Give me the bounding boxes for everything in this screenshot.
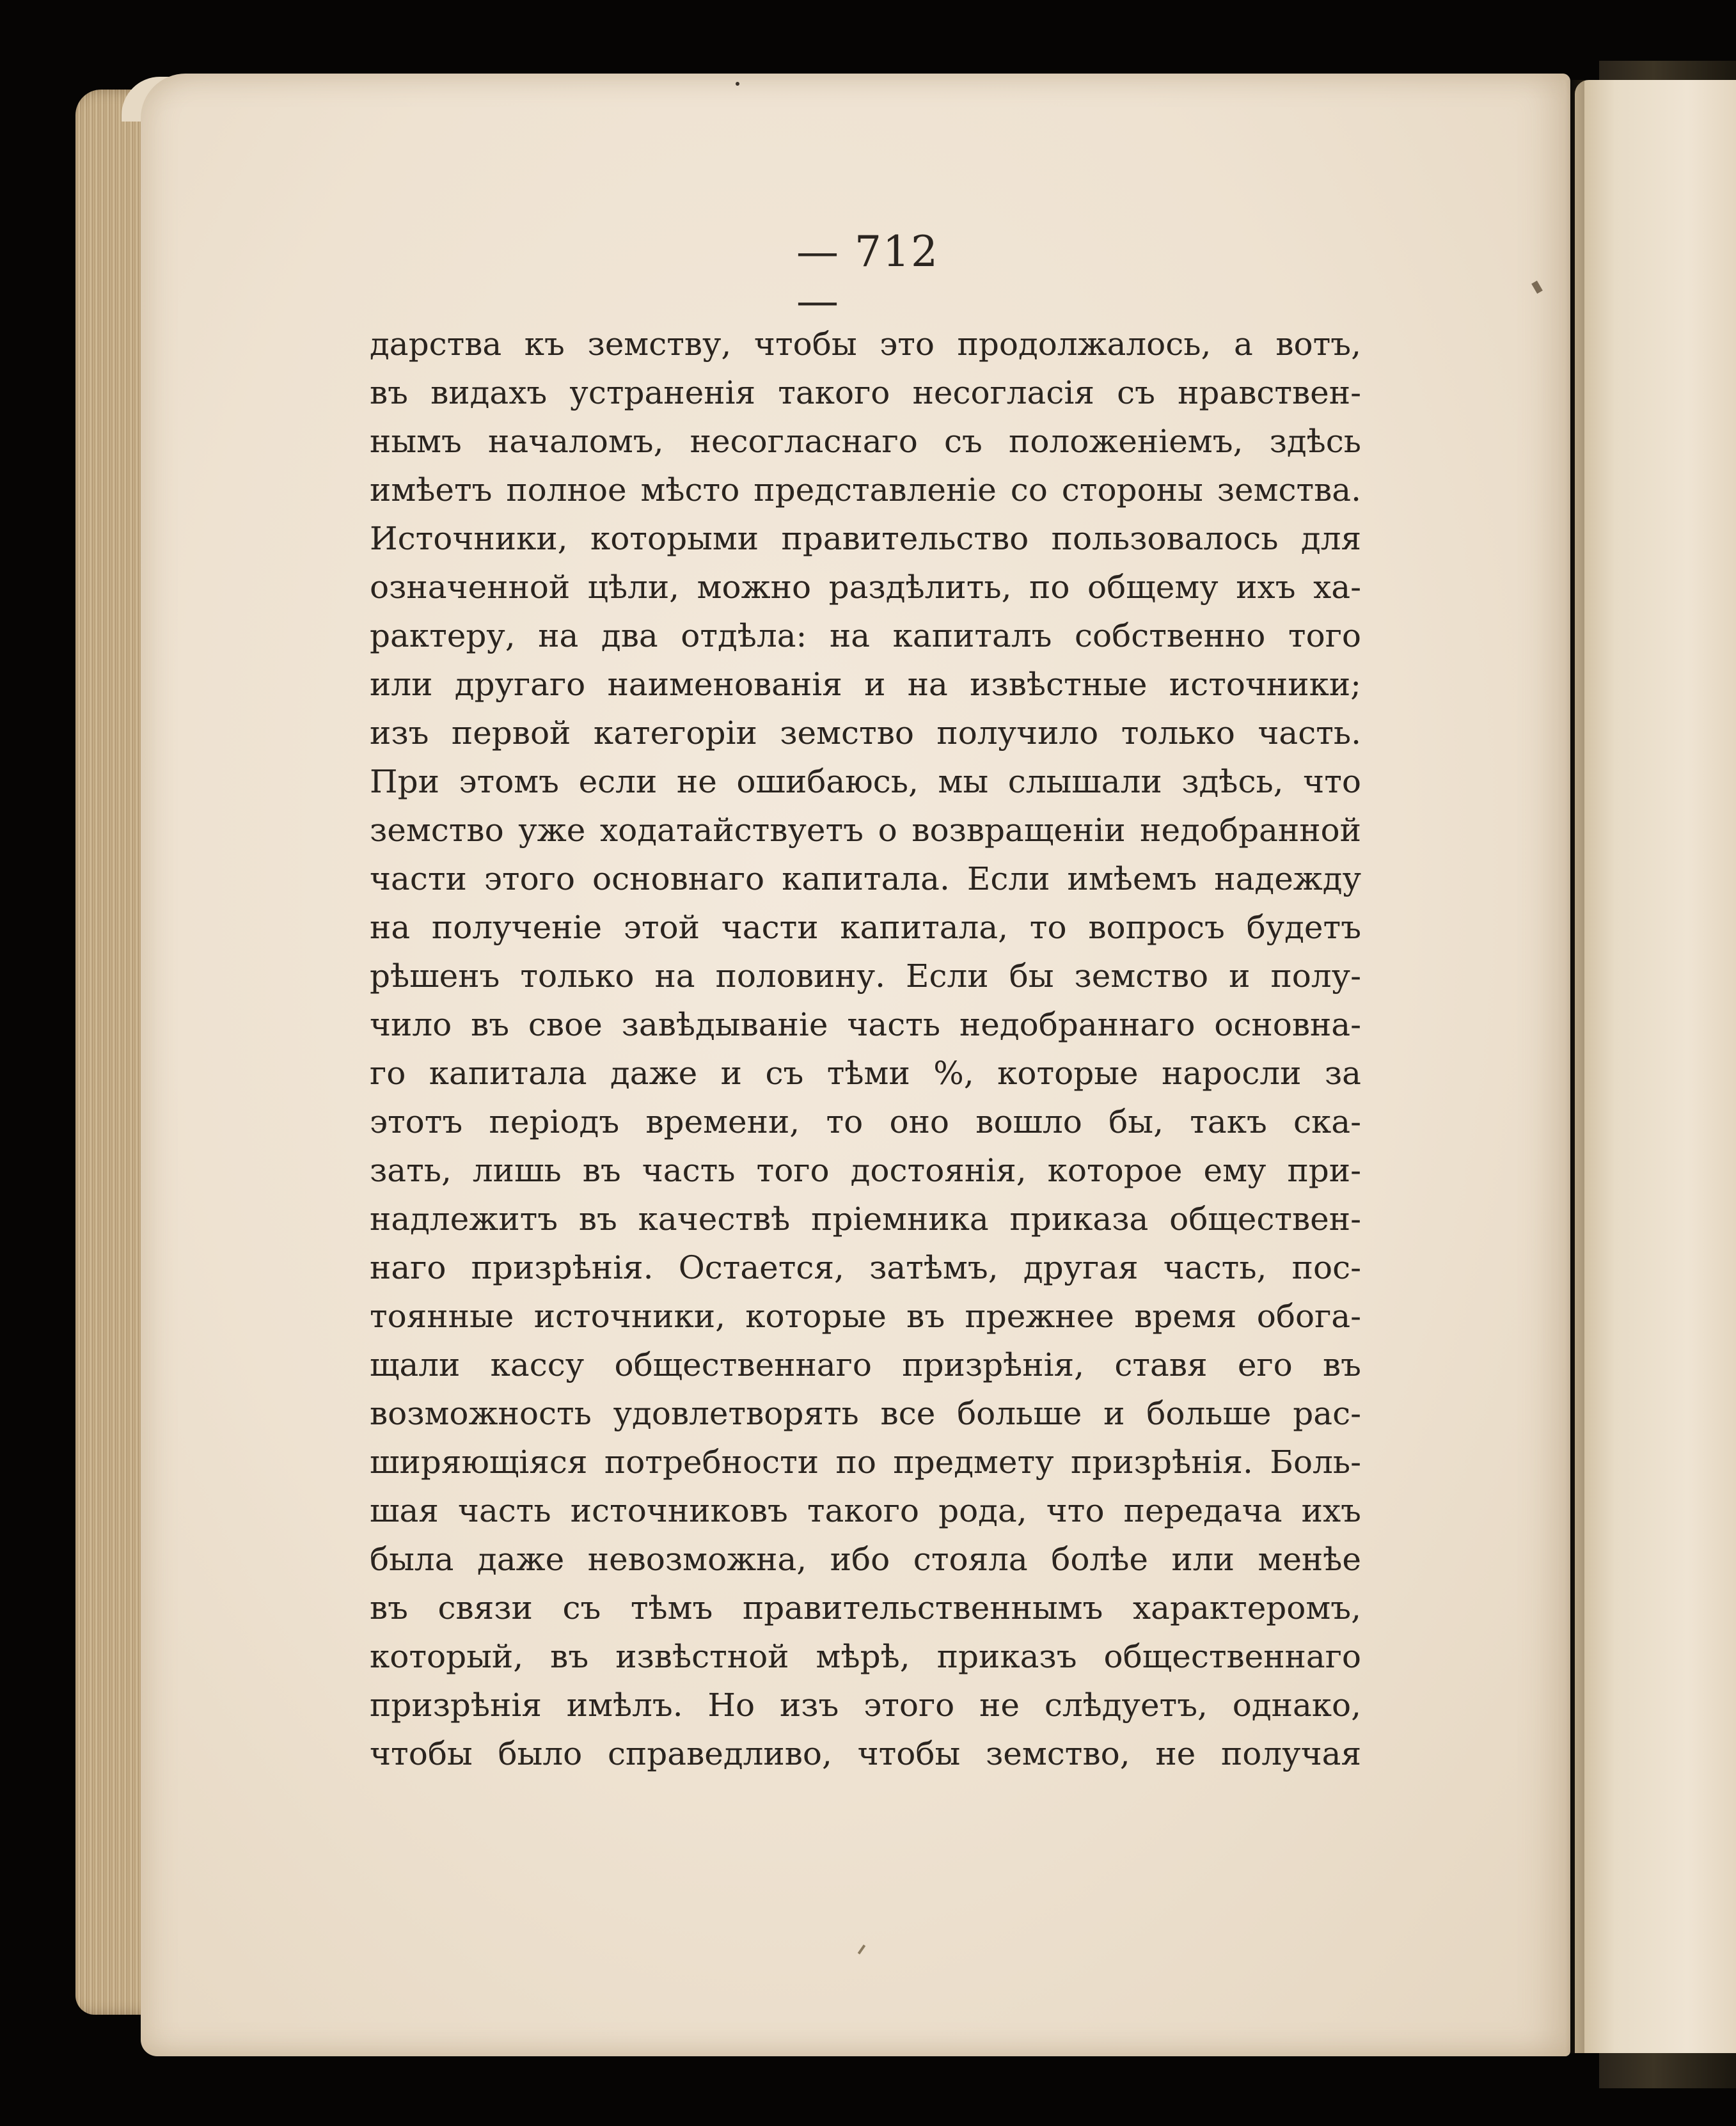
text-line: имѣетъ полное мѣсто представленіе со стороны земства. <box>370 471 1361 508</box>
text-line: дарства къ земству, чтобы это продолжалось, а вотъ, <box>370 326 1361 363</box>
page-number: — 712 — <box>796 227 939 326</box>
text-line: ширяющіяся потребности по предмету призрѣнія. Боль- <box>370 1444 1361 1481</box>
text-line: рактеру, на два отдѣла: на капиталъ собственно того <box>370 617 1361 654</box>
text-line: означенной цѣли, можно раздѣлить, по общему ихъ ха- <box>370 569 1361 606</box>
text-line: Источники, которыми правительство пользовалось для <box>370 520 1361 557</box>
text-line: части этого основнаго капитала. Если имѣемъ надежду <box>370 860 1361 897</box>
body-text <box>370 320 1361 1778</box>
facing-page <box>1575 80 1736 2053</box>
text-line: го капитала даже и съ тѣми %, которые наросли за <box>370 1055 1361 1092</box>
text-line: земство уже ходатайствуетъ о возвращеніи недобранной <box>370 812 1361 849</box>
text-line: нымъ началомъ, несогласнаго съ положеніемъ, здѣсь <box>370 423 1361 460</box>
text-line: призрѣнія имѣлъ. Но изъ этого не слѣдуетъ, однако, <box>370 1687 1361 1724</box>
ink-speck <box>736 82 739 86</box>
text-line: въ видахъ устраненія такого несогласія съ нравствен- <box>370 374 1361 411</box>
text-line: изъ первой категоріи земство получило только часть. <box>370 714 1361 752</box>
text-line: При этомъ если не ошибаюсь, мы слышали здѣсь, что <box>370 763 1361 800</box>
text-line: наго призрѣнія. Остается, затѣмъ, другая часть, пос- <box>370 1249 1361 1286</box>
text-line: возможность удовлетворять все больше и больше рас- <box>370 1395 1361 1432</box>
text-line: чтобы было справедливо, чтобы земство, не получая <box>370 1735 1361 1772</box>
text-line: шая часть источниковъ такого рода, что передача ихъ <box>370 1492 1361 1529</box>
text-line: тоянные источники, которые въ прежнее время обога- <box>370 1298 1361 1335</box>
text-line: въ связи съ тѣмъ правительственнымъ характеромъ, <box>370 1589 1361 1626</box>
text-line: который, въ извѣстной мѣрѣ, приказъ общественнаго <box>370 1638 1361 1675</box>
text-line: рѣшенъ только на половину. Если бы земство и полу- <box>370 957 1361 995</box>
text-line: чило въ свое завѣдываніе часть недобраннаго основна- <box>370 1006 1361 1043</box>
gutter-shadow <box>1565 80 1584 2053</box>
text-line: на полученіе этой части капитала, то вопросъ будетъ <box>370 909 1361 946</box>
text-line: или другаго наименованія и на извѣстные источники; <box>370 666 1361 703</box>
text-line: этотъ періодъ времени, то оно вошло бы, такъ ска- <box>370 1103 1361 1140</box>
text-line: была даже невозможна, ибо стояла болѣе или менѣе <box>370 1541 1361 1578</box>
text-line: зать, лишь въ часть того достоянія, которое ему при- <box>370 1152 1361 1189</box>
text-line: надлежитъ въ качествѣ пріемника приказа обществен- <box>370 1201 1361 1238</box>
text-line: щали кассу общественнаго призрѣнія, ставя его въ <box>370 1346 1361 1383</box>
